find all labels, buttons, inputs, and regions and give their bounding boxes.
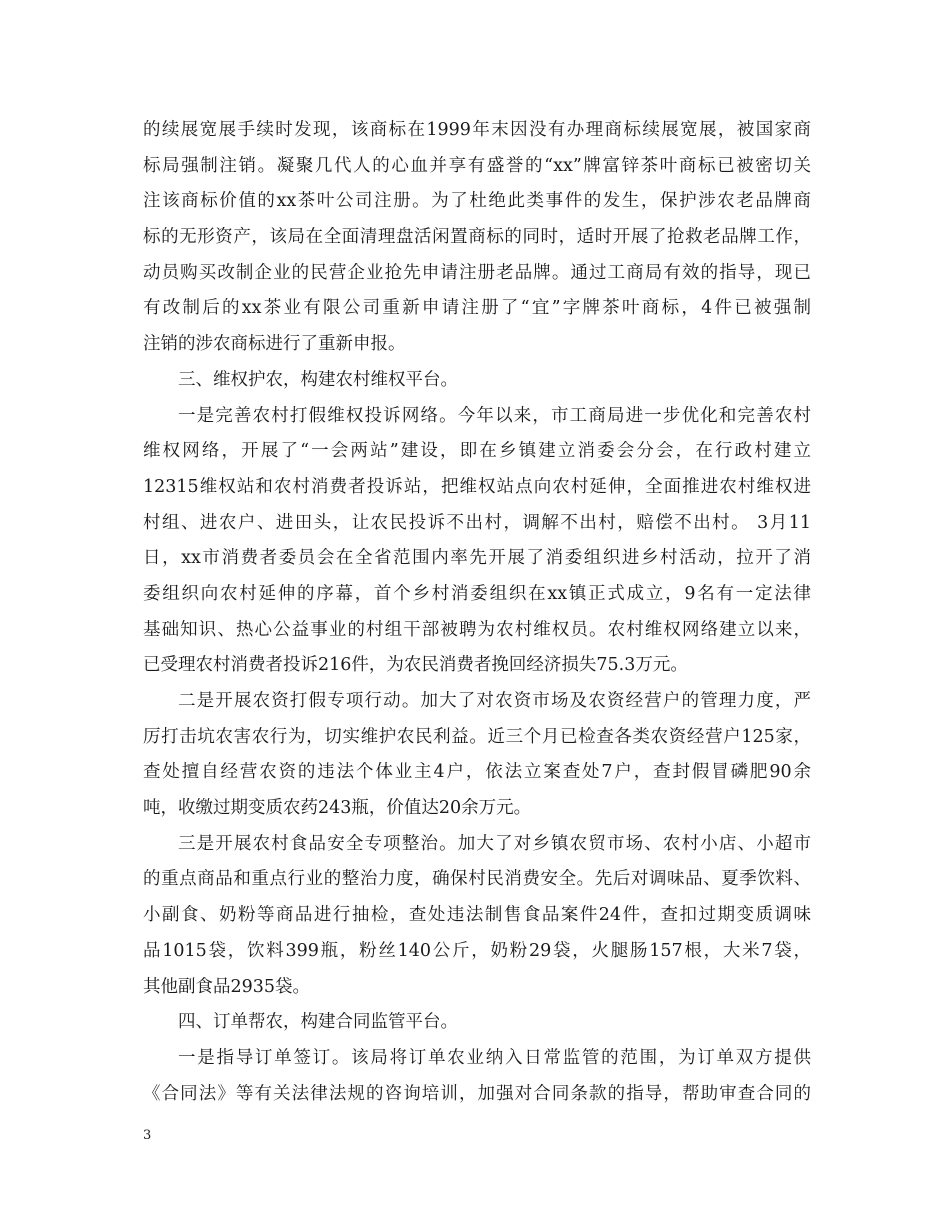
- text-line: 《合同法》等有关法律法规的咨询培训，加强对合同条款的指导，帮助审查合同的: [143, 1083, 811, 1104]
- text-line: 12315维权站和农村消费者投诉站，把维权站点向农村延伸，全面推进农村维权进: [143, 476, 811, 497]
- text-line: 一是指导订单签订。该局将订单农业纳入日常监管的范围，为订单双方提供: [178, 1047, 811, 1068]
- text-line: 一是完善农村打假维权投诉网络。今年以来，市工商局进一步优化和完善农村: [178, 405, 811, 426]
- text-line: 查处擅自经营农资的违法个体业主4户，依法立案查处7户，查封假冒磷肥90余: [143, 762, 811, 783]
- text-line: 品1015袋，饮料399瓶，粉丝140公斤，奶粉29袋，火腿肠157根，大米7袋，: [143, 940, 811, 961]
- text-line: 三、维权护农，构建农村维权平台。: [178, 369, 458, 390]
- text-line: 村组、进农户、进田头，让农民投诉不出村，调解不出村，赔偿不出村。 3月11: [143, 512, 811, 533]
- text-line: 吨，收缴过期变质农药243瓶，价值达20余万元。: [143, 798, 532, 819]
- text-line: 维权网络，开展了“一会两站”建设，即在乡镇建立消委会分会，在行政村建立: [143, 441, 811, 462]
- text-line: 标局强制注销。凝聚几代人的心血并享有盛誉的“xx”牌富锌茶叶商标已被密切关: [143, 155, 811, 176]
- body-text: [143, 113, 811, 1112]
- text-line: 委组织向农村延伸的序幕，首个乡村消委组织在xx镇正式成立，9名有一定法律: [143, 583, 811, 604]
- text-line: 基础知识、热心公益事业的村组干部被聘为农村维权员。农村维权网络建立以来，: [143, 619, 811, 640]
- text-line: 注销的涉农商标进行了重新申报。: [143, 334, 406, 355]
- text-line: 小副食、奶粉等商品进行抽检，查处违法制售食品案件24件，查扣过期变质调味: [143, 905, 811, 926]
- text-line: 的续展宽展手续时发现，该商标在1999年末因没有办理商标续展宽展，被国家商: [143, 120, 811, 140]
- text-line: 三是开展农村食品安全专项整治。加大了对乡镇农贸市场、农村小店、小超市: [178, 833, 811, 854]
- text-line: 的重点商品和重点行业的整治力度，确保村民消费安全。先后对调味品、夏季饮料、: [143, 869, 811, 890]
- text-line: 其他副食品2935袋。: [143, 976, 311, 997]
- text-line: 厉打击坑农害农行为，切实维护农民利益。近三个月已检查各类农资经营户125家，: [143, 726, 811, 747]
- text-line: 二是开展农资打假专项行动。加大了对农资市场及农资经营户的管理力度，严: [178, 691, 811, 711]
- text-line: 注该商标价值的xx茶叶公司注册。为了杜绝此类事件的发生，保护涉农老品牌商: [143, 191, 811, 212]
- text-line: 有改制后的xx茶业有限公司重新申请注册了“宜”字牌茶叶商标，4件已被强制: [143, 298, 811, 319]
- text-line: 动员购买改制企业的民营企业抢先申请注册老品牌。通过工商局有效的指导，现已: [143, 262, 811, 283]
- page-number: 3: [143, 1128, 152, 1143]
- text-line: 标的无形资产，该局在全面清理盘活闲置商标的同时，适时开展了抢救老品牌工作，: [143, 227, 811, 248]
- text-line: 日，xx市消费者委员会在全省范围内率先开展了消委组织进乡村活动，拉开了消: [143, 548, 811, 569]
- text-line: 已受理农村消费者投诉216件，为农民消费者挽回经济损失75.3万元。: [143, 655, 688, 676]
- text-line: 四、订单帮农，构建合同监管平台。: [178, 1012, 458, 1033]
